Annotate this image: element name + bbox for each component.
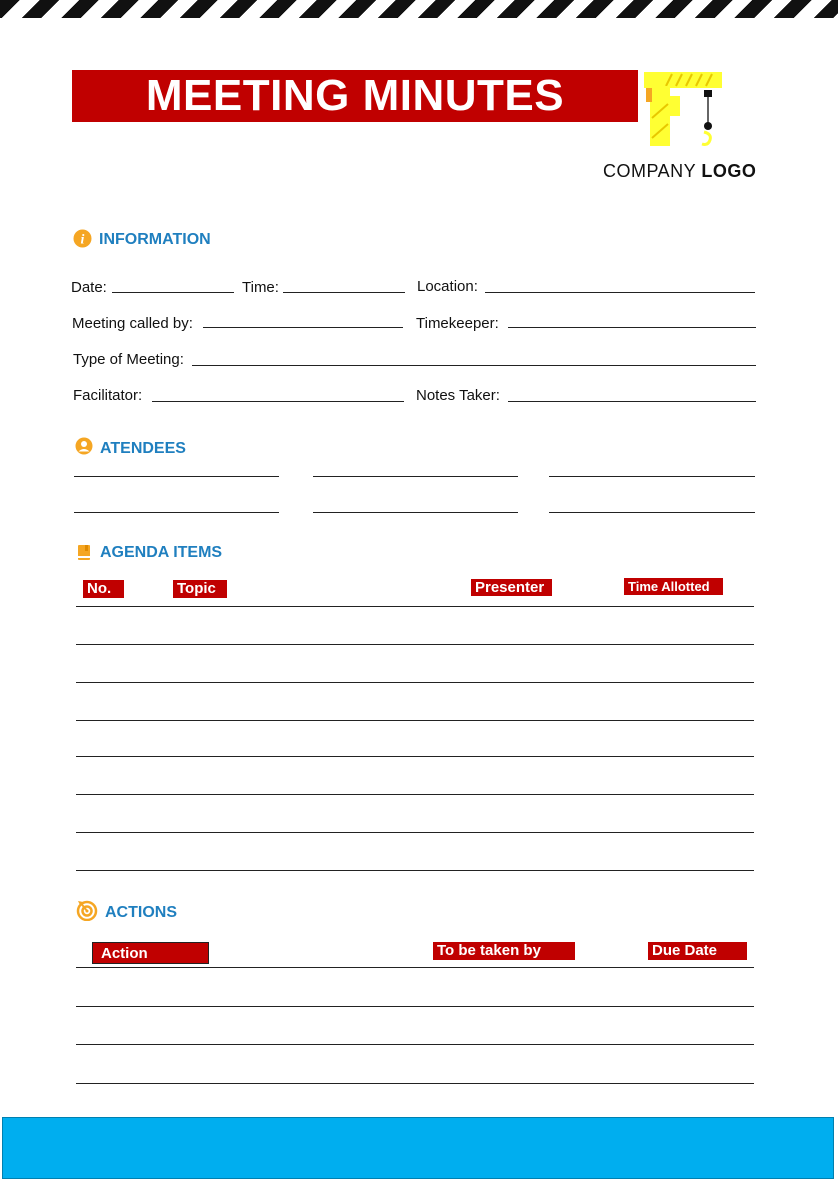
action-row-line[interactable]: [76, 1044, 754, 1045]
called-by-field[interactable]: [203, 327, 403, 328]
attendee-field[interactable]: [549, 476, 755, 477]
timekeeper-label: Timekeeper:: [416, 315, 499, 332]
info-icon: [73, 229, 92, 248]
location-field[interactable]: [485, 292, 755, 293]
attendee-field[interactable]: [313, 476, 518, 477]
action-row-line[interactable]: [76, 967, 754, 968]
attendee-field[interactable]: [74, 512, 279, 513]
meeting-type-field[interactable]: [192, 365, 756, 366]
attendee-field[interactable]: [313, 512, 518, 513]
time-field[interactable]: [283, 292, 405, 293]
agenda-row-line[interactable]: [76, 794, 754, 795]
agenda-column-header: Time Allotted: [624, 578, 723, 595]
attendees-heading: ATENDEES: [100, 440, 186, 457]
agenda-row-line[interactable]: [76, 870, 754, 871]
actions-column-header: Due Date: [648, 942, 747, 960]
agenda-row-line[interactable]: [76, 832, 754, 833]
called-by-label: Meeting called by:: [72, 315, 193, 332]
attendee-field[interactable]: [74, 476, 279, 477]
date-field[interactable]: [112, 292, 234, 293]
action-row-line[interactable]: [76, 1006, 754, 1007]
notes-taker-field[interactable]: [508, 401, 756, 402]
facilitator-label: Facilitator:: [73, 387, 143, 404]
date-label: Date:: [71, 279, 107, 296]
agenda-row-line[interactable]: [76, 756, 754, 757]
agenda-column-header: Topic: [173, 580, 227, 598]
actions-heading: ACTIONS: [105, 904, 177, 921]
book-icon: [77, 544, 92, 561]
meeting-type-label: Type of Meeting:: [73, 351, 184, 368]
svg-text:i: i: [80, 232, 85, 248]
action-row-line[interactable]: [76, 1083, 754, 1084]
agenda-row-line[interactable]: [76, 606, 754, 607]
crane-logo-icon: [640, 68, 730, 152]
agenda-column-header: Presenter: [471, 579, 552, 596]
title-banner: [72, 70, 638, 122]
information-heading: INFORMATION: [99, 231, 211, 248]
hazard-stripe-bar: [0, 0, 838, 18]
notes-taker-label: Notes Taker:: [416, 387, 500, 404]
target-icon: [76, 899, 98, 921]
user-icon: [75, 437, 93, 455]
agenda-row-line[interactable]: [76, 682, 754, 683]
footer-bar: [2, 1117, 834, 1179]
time-label: Time:: [242, 279, 279, 296]
agenda-row-line[interactable]: [76, 644, 754, 645]
company-logo-text: COMPANY LOGO: [603, 161, 757, 181]
facilitator-field[interactable]: [152, 401, 404, 402]
location-label: Location:: [417, 278, 478, 295]
page-title: MEETING MINUTES: [145, 71, 565, 120]
agenda-heading: AGENDA ITEMS: [100, 544, 223, 561]
actions-column-header: To be taken by: [433, 942, 575, 960]
timekeeper-field[interactable]: [508, 327, 756, 328]
agenda-column-header: No.: [83, 580, 124, 598]
actions-column-header: Action: [92, 942, 209, 964]
attendee-field[interactable]: [549, 512, 755, 513]
agenda-row-line[interactable]: [76, 720, 754, 721]
